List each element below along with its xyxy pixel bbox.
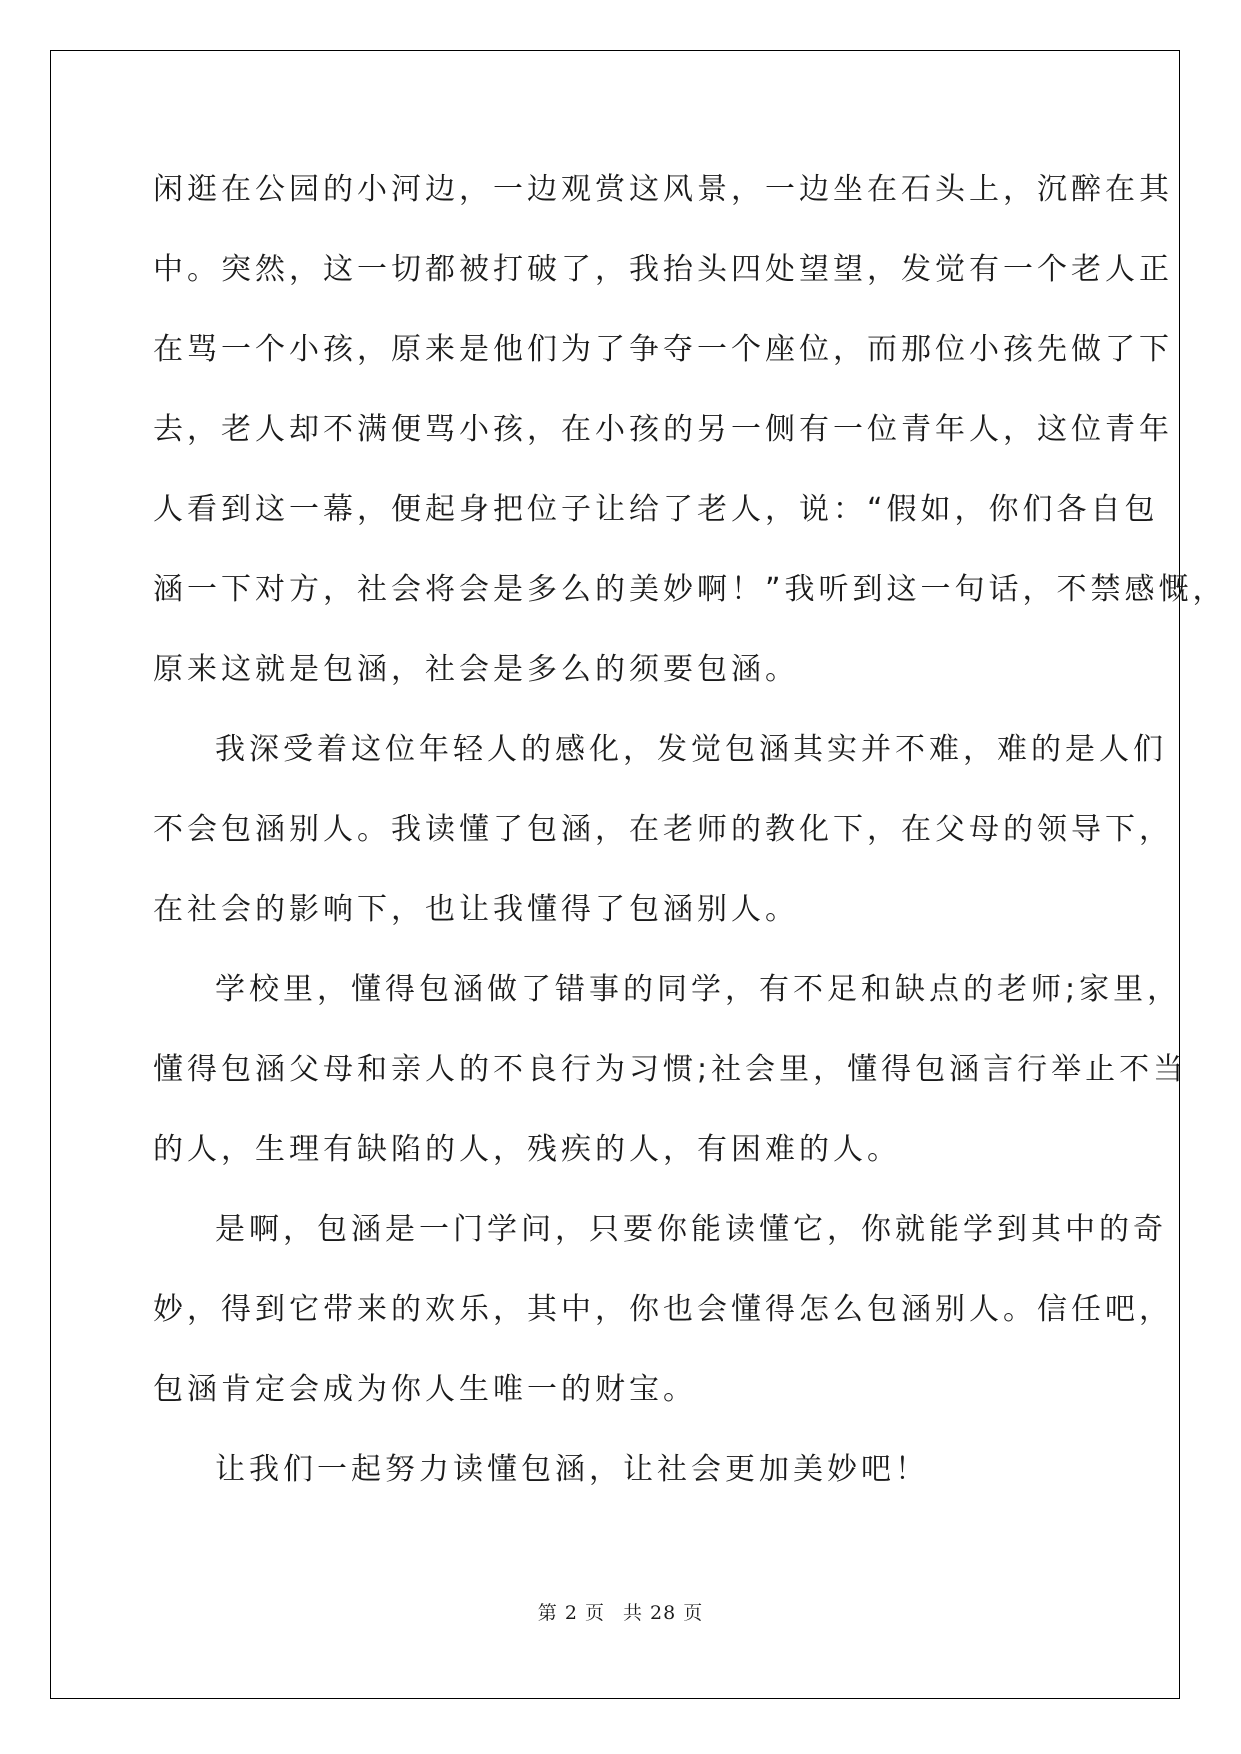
text-line: 涵一下对方，社会将会是多么的美妙啊！”我听到这一句话，不禁感慨，	[153, 572, 1227, 607]
text-line: 包涵肯定会成为你人生唯一的财宝。	[153, 1372, 697, 1407]
paragraph-first-line: 我深受着这位年轻人的感化，发觉包涵其实并不难，难的是人们	[215, 732, 1167, 767]
paragraph-first-line: 学校里，懂得包涵做了错事的同学，有不足和缺点的老师;家里，	[215, 972, 1182, 1007]
text-line: 懂得包涵父母和亲人的不良行为习惯;社会里，懂得包涵言行举止不当	[153, 1052, 1188, 1087]
text-line: 闲逛在公园的小河边，一边观赏这风景，一边坐在石头上，沉醉在其	[153, 172, 1173, 207]
page-number: 第 2 页	[537, 1602, 605, 1624]
page-footer	[0, 1598, 1241, 1625]
text-line: 原来这就是包涵，社会是多么的须要包涵。	[153, 652, 799, 687]
text-line: 的人，生理有缺陷的人，残疾的人，有困难的人。	[153, 1132, 901, 1167]
paragraph-first-line: 让我们一起努力读懂包涵，让社会更加美妙吧！	[215, 1452, 929, 1487]
text-line: 不会包涵别人。我读懂了包涵，在老师的教化下，在父母的领导下，	[153, 812, 1173, 847]
text-line: 人看到这一幕，便起身把位子让给了老人，说：“假如，你们各自包	[153, 492, 1159, 527]
document-body	[153, 160, 1227, 1520]
text-line: 在骂一个小孩，原来是他们为了争夺一个座位，而那位小孩先做了下	[153, 332, 1173, 367]
page-total: 共 28 页	[622, 1602, 704, 1624]
text-line: 中。突然，这一切都被打破了，我抬头四处望望，发觉有一个老人正	[153, 252, 1173, 287]
text-line: 在社会的影响下，也让我懂得了包涵别人。	[153, 892, 799, 927]
text-line: 妙，得到它带来的欢乐，其中，你也会懂得怎么包涵别人。信任吧，	[153, 1292, 1173, 1327]
text-line: 去，老人却不满便骂小孩，在小孩的另一侧有一位青年人，这位青年	[153, 412, 1173, 447]
paragraph-first-line: 是啊，包涵是一门学问，只要你能读懂它，你就能学到其中的奇	[215, 1212, 1167, 1247]
